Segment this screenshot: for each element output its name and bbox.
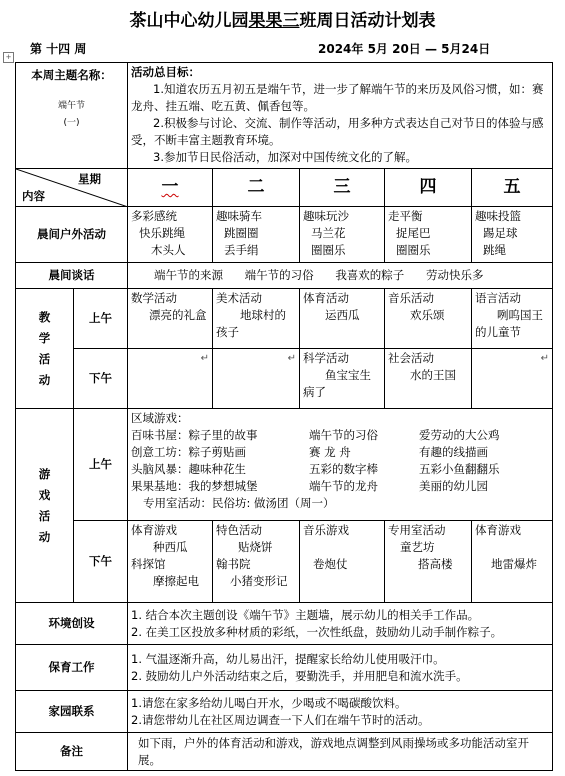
notes-label: 备注	[16, 733, 128, 771]
teaching-label: 教 学 活 动	[16, 289, 74, 409]
goal-item: 1.知道农历五月初五是端午节，进一步了解端午节的来历及风俗习惯，如：赛龙舟、挂五端、吃五黄、佩香包等。	[131, 82, 544, 113]
outdoor-thu: 走平衡 捉尾巴 圈圈乐	[385, 207, 472, 263]
outdoor-label: 晨间户外活动	[16, 207, 128, 263]
teaching-am-wed: 体育活动 运西瓜	[300, 289, 385, 349]
family-item: 2.请您带幼儿在社区周边调查一下人们在端午节时的活动。	[131, 712, 430, 727]
goals-cell	[128, 63, 553, 169]
day-header-thu: 四	[385, 169, 472, 207]
table-move-handle-icon[interactable]: +	[3, 52, 14, 63]
environment-content	[128, 603, 553, 645]
goals-label: 活动总目标：	[131, 65, 200, 79]
games-pm-thu: 专用室活动 童艺坊 搭高楼	[385, 521, 472, 603]
talk-topic: 我喜欢的粽子	[335, 268, 405, 282]
theme-name: 端午节	[57, 101, 85, 111]
weekday-label: 星期	[78, 172, 101, 186]
day-header-wed: 三	[300, 169, 385, 207]
page-title	[0, 6, 565, 31]
teaching-pm-thu: 社会活动 水的王国	[385, 349, 472, 409]
care-item: 1. 气温逐渐升高，幼儿易出汗，提醒家长给幼儿使用吸汗巾。	[131, 651, 445, 666]
weekday-header-cell	[16, 169, 128, 207]
teaching-am-label: 上午	[74, 289, 128, 349]
care-label: 保育工作	[16, 645, 128, 691]
theme-sub: (一)	[63, 118, 80, 128]
title-suffix: 班周日活动计划表	[299, 11, 436, 31]
family-content	[128, 691, 553, 733]
talk-label: 晨间谈话	[16, 263, 128, 289]
outdoor-fri: 趣味投篮 踢足球 跳绳	[472, 207, 553, 263]
day-header-tue: 二	[213, 169, 300, 207]
teaching-pm-fri	[472, 349, 553, 409]
day-header-mon: 一	[128, 169, 213, 207]
talk-topics	[128, 263, 553, 289]
games-pm-label: 下午	[74, 521, 128, 603]
talk-topic: 劳动快乐多	[425, 268, 484, 282]
teaching-pm-label: 下午	[74, 349, 128, 409]
talk-topic: 端午节的习俗	[244, 268, 314, 282]
outdoor-wed: 趣味玩沙 马兰花 圈圈乐	[300, 207, 385, 263]
outdoor-tue: 趣味骑车 跳圈圈 丢手绢	[213, 207, 300, 263]
teaching-am-fri: 语言活动 咧呜国王的儿童节	[472, 289, 553, 349]
care-item: 2. 鼓励幼儿户外活动结束之后，要勤洗手，并用肥皂和流水洗手。	[131, 668, 468, 683]
teaching-pm-tue	[213, 349, 300, 409]
family-label: 家园联系	[16, 691, 128, 733]
teaching-pm-wed: 科学活动 鱼宝宝生病了	[300, 349, 385, 409]
weekly-plan-table	[15, 62, 553, 771]
theme-label: 本周主题名称：	[31, 68, 112, 82]
outdoor-mon: 多彩感统 快乐跳绳 木头人	[128, 207, 213, 263]
title-prefix: 茶山中心幼儿园	[129, 11, 249, 31]
teaching-am-mon: 数学活动 漂亮的礼盒	[128, 289, 213, 349]
notes-content: 如下雨，户外的体育活动和游戏，游戏地点调整到风雨操场或多功能活动室开展。	[128, 733, 553, 771]
environment-item: 1. 结合本次主题创设《端午节》主题墙，展示幼儿的相关手工作品。	[131, 607, 480, 622]
games-label: 游 戏 活 动	[16, 409, 74, 603]
environment-label: 环境创设	[16, 603, 128, 645]
area-games-grid: 百味书屋：粽子里的故事 端午节的习俗 爱劳动的大公鸡 创意工坊：粽子剪贴画 赛 龙 舟 有趣的线描画 头脑风暴：趣味种花生 五彩的数字棒 五彩小鱼翻翻乐 果果基地：我的梦想城堡 端午节的龙舟 美丽的幼儿园	[131, 428, 500, 493]
teaching-am-tue: 美术活动 地球村的孩子	[213, 289, 300, 349]
area-games-title: 区域游戏：	[131, 411, 189, 425]
teaching-pm-mon	[128, 349, 213, 409]
content-label: 内容	[22, 189, 45, 203]
goal-item: 3.参加节日民俗活动，加深对中国传统文化的了解。	[153, 150, 417, 164]
cell-end-mark-icon: ↵	[540, 353, 550, 364]
games-pm-fri: 体育游戏 地雷爆炸	[472, 521, 553, 603]
games-pm-wed: 音乐游戏 卷炮仗	[300, 521, 385, 603]
games-am-label: 上午	[74, 409, 128, 521]
environment-item: 2. 在美工区投放多种材质的彩纸，一次性纸盘，鼓励幼儿动手制作粽子。	[131, 624, 503, 639]
games-pm-tue: 特色活动 贴烧饼 翰书院 小猪变形记	[213, 521, 300, 603]
area-games-cell	[128, 409, 553, 521]
title-class-name: 果果三	[248, 11, 300, 31]
theme-cell	[16, 63, 128, 169]
talk-topic: 端午节的来源	[154, 268, 223, 282]
special-room-activity: 专用室活动：民俗坊: 做汤团（周一）	[143, 496, 335, 510]
day-header-fri: 五	[472, 169, 553, 207]
teaching-am-thu: 音乐活动 欢乐颂	[385, 289, 472, 349]
goal-item: 2.积极参与讨论、交流、制作等活动，用多种方式表达自己对节日的体验与感受，不断丰富主题教育环境。	[131, 116, 544, 147]
family-item: 1.请您在家多给幼儿喝白开水，少喝或不喝碳酸饮料。	[131, 695, 407, 710]
cell-end-mark-icon: ↵	[200, 353, 209, 364]
care-content	[128, 645, 553, 691]
week-dates: 2024年 5月 20日 — 5月24日	[318, 42, 491, 56]
games-pm-mon: 体育游戏 种西瓜 科探馆 摩擦起电	[128, 521, 213, 603]
cell-end-mark-icon: ↵	[287, 353, 296, 364]
week-number: 第 十四 周	[30, 42, 87, 56]
